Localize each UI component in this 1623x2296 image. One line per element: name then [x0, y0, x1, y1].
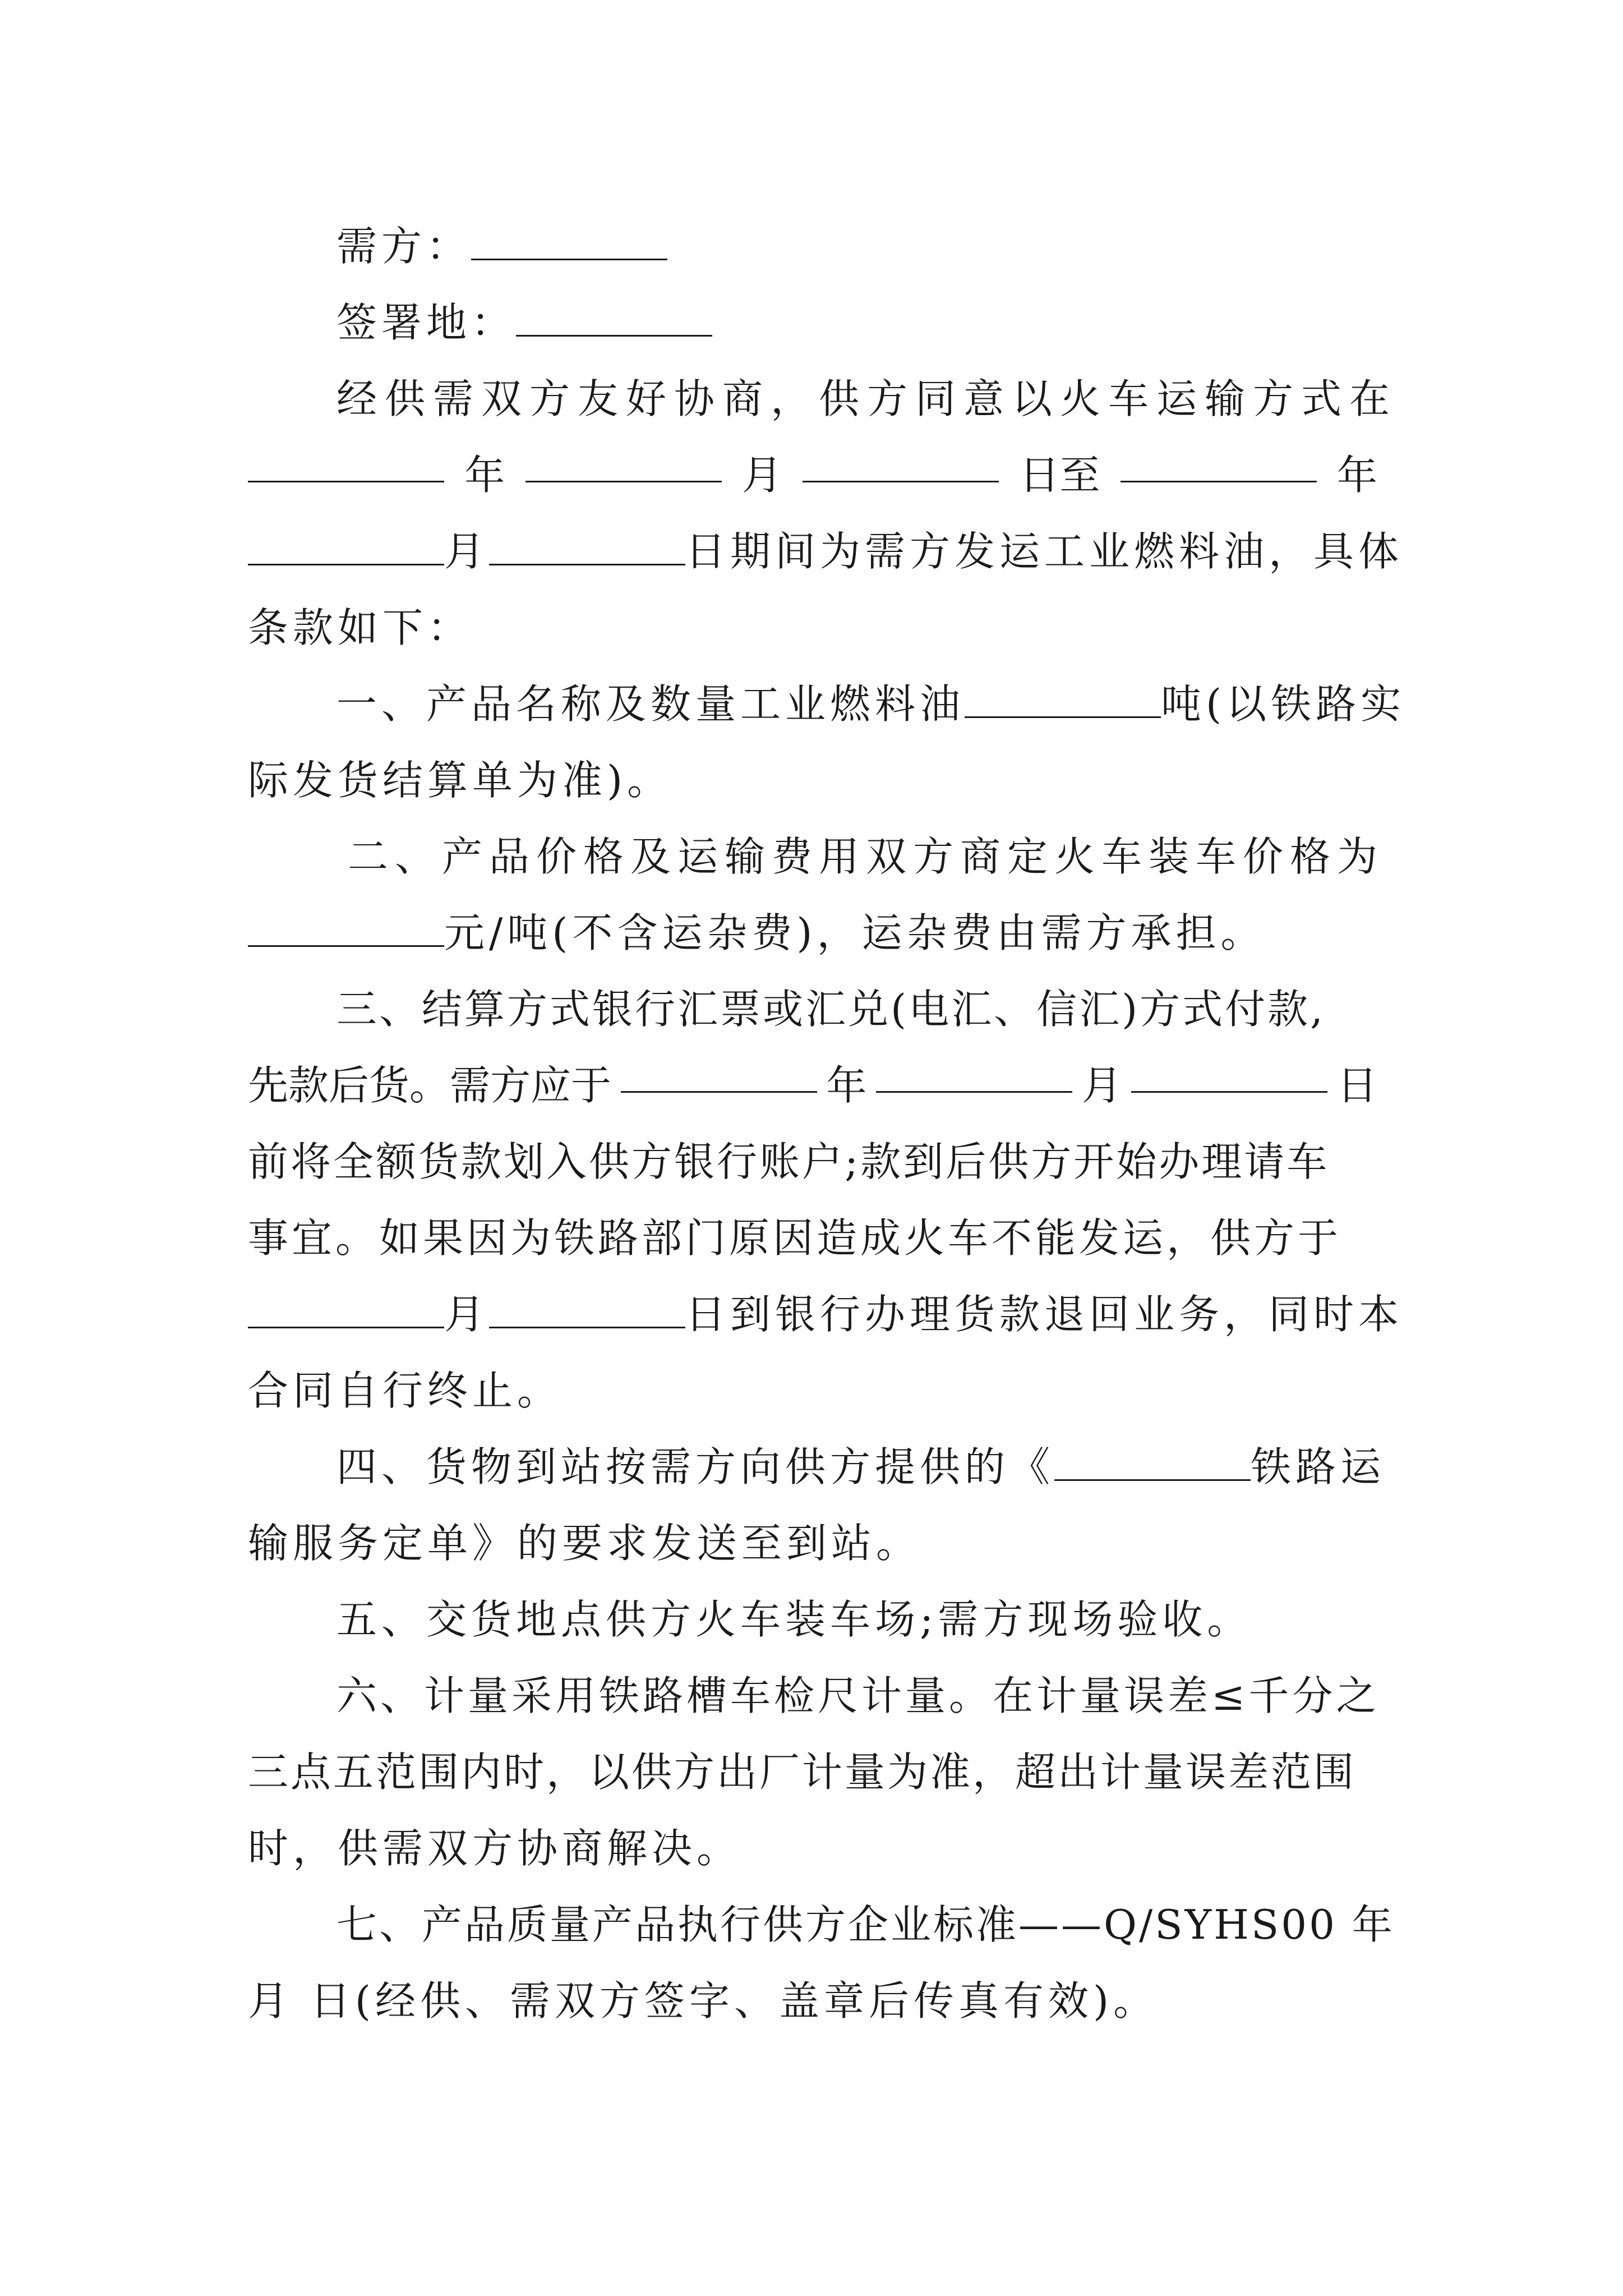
clause4-text-2: 输服务定单》的要求发送至到站。	[248, 1520, 921, 1567]
intro-text-4: 条款如下：	[248, 604, 473, 651]
pay-day-label: 日	[1336, 1062, 1377, 1109]
clause3-line-3	[248, 1128, 1377, 1195]
clause6-line-3	[248, 1815, 1377, 1882]
year-label: 年	[464, 452, 505, 499]
clause7-line-2	[248, 1967, 1377, 2035]
clause1-line-2	[248, 747, 1377, 814]
intro-text-1: 经供需双方友好协商，供方同意以火车运输方式在	[336, 375, 1398, 422]
month-label: 月	[741, 452, 782, 499]
end-year-blank	[1121, 441, 1317, 482]
start-year-blank	[248, 441, 444, 482]
clause3-text-5: 日到银行办理货款退回业务，同时本	[685, 1291, 1404, 1338]
clause6-text-2: 三点五范围内时，以供方出厂计量为准，超出计量误差范围	[248, 1749, 1357, 1796]
clause6-text-3: 时，供需双方协商解决。	[248, 1825, 742, 1872]
end-month-blank	[248, 524, 444, 565]
clause3-text-4: 事宜。如果因为铁路部门原因造成火车不能发运，供方于	[248, 1214, 1342, 1262]
year-label-2: 年	[1336, 452, 1377, 499]
clause6-line-2	[248, 1738, 1377, 1806]
clause3-line-6	[248, 1357, 1377, 1424]
refund-month-blank	[248, 1287, 444, 1328]
clause7-text-2: 月 日(经供、需双方签字、盖章后传真有效)。	[248, 1977, 1159, 2024]
clause3-line-1	[336, 976, 1377, 1043]
place-line	[336, 289, 1466, 356]
intro-line-3	[248, 518, 1404, 585]
start-day-blank	[803, 441, 999, 482]
intro-line-1	[336, 365, 1398, 432]
clause3-text-3: 前将全额货款划入供方银行账户;款到后供方开始办理请车	[248, 1138, 1330, 1185]
clause3-line-2	[248, 1052, 1377, 1119]
clause3-text-6: 合同自行终止。	[248, 1367, 562, 1414]
clause4-line-1	[336, 1433, 1386, 1501]
clause3-text-2: 先款后货。需方应于	[248, 1062, 612, 1109]
refund-day-blank	[489, 1287, 685, 1328]
clause2-line-1	[348, 823, 1385, 890]
clause1-text-post: 吨(以铁路实	[1161, 680, 1406, 728]
buyer-line	[336, 213, 1466, 280]
clause2-text-1: 二、产品价格及运输费用双方商定火车装车价格为	[348, 833, 1385, 880]
clause4-line-2	[248, 1510, 1377, 1577]
clause3-line-4	[248, 1204, 1377, 1272]
clause3-line-5	[248, 1281, 1404, 1348]
pay-year-label: 年	[826, 1062, 867, 1109]
day-to-label: 日至	[1019, 452, 1100, 499]
clause1-text-2: 际发货结算单为准)。	[248, 757, 672, 804]
clause6-line-1	[336, 1662, 1380, 1729]
pay-day-blank	[1131, 1052, 1327, 1093]
clause1-line-1	[336, 670, 1406, 738]
buyer-label: 需方：	[336, 223, 472, 270]
refund-month-label: 月	[444, 1291, 490, 1338]
buyer-blank	[471, 219, 667, 260]
clause1-text-pre: 一、产品名称及数量工业燃料油	[336, 680, 965, 728]
quantity-blank	[965, 677, 1161, 718]
start-month-blank	[525, 441, 722, 482]
clause3-text-1: 三、结算方式银行汇票或汇兑(电汇、信汇)方式付款,	[336, 986, 1326, 1033]
month-label-2: 月	[444, 528, 490, 575]
clause5-text-1: 五、交货地点供方火车装车场;需方现场验收。	[336, 1596, 1252, 1643]
clause2-text-2: 元/吨(不含运杂费)，运杂费由需方承担。	[444, 909, 1266, 956]
intro-line-2	[248, 441, 1377, 509]
intro-text-3: 日期间为需方发运工业燃料油，具体	[685, 528, 1404, 575]
service-order-blank	[1054, 1440, 1251, 1481]
clause6-text-1: 六、计量采用铁路槽车检尺计量。在计量误差≤千分之	[336, 1672, 1380, 1719]
clause7-line-1	[336, 1891, 1395, 1958]
clause5-line-1	[336, 1586, 1377, 1653]
pay-month-blank	[876, 1052, 1072, 1093]
pay-month-label: 月	[1081, 1062, 1122, 1109]
pay-year-blank	[621, 1052, 817, 1093]
intro-line-4	[248, 594, 1377, 661]
end-day-blank	[489, 524, 685, 565]
clause2-line-2	[248, 899, 1377, 967]
place-blank	[516, 296, 712, 337]
price-blank	[248, 906, 444, 947]
clause4-text-pre: 四、货物到站按需方向供方提供的《	[336, 1443, 1055, 1490]
place-label: 签署地：	[336, 299, 517, 346]
clause7-text-1: 七、产品质量产品执行供方企业标准——Q/SYHS00 年	[336, 1901, 1395, 1948]
clause4-text-post: 铁路运	[1251, 1443, 1386, 1490]
